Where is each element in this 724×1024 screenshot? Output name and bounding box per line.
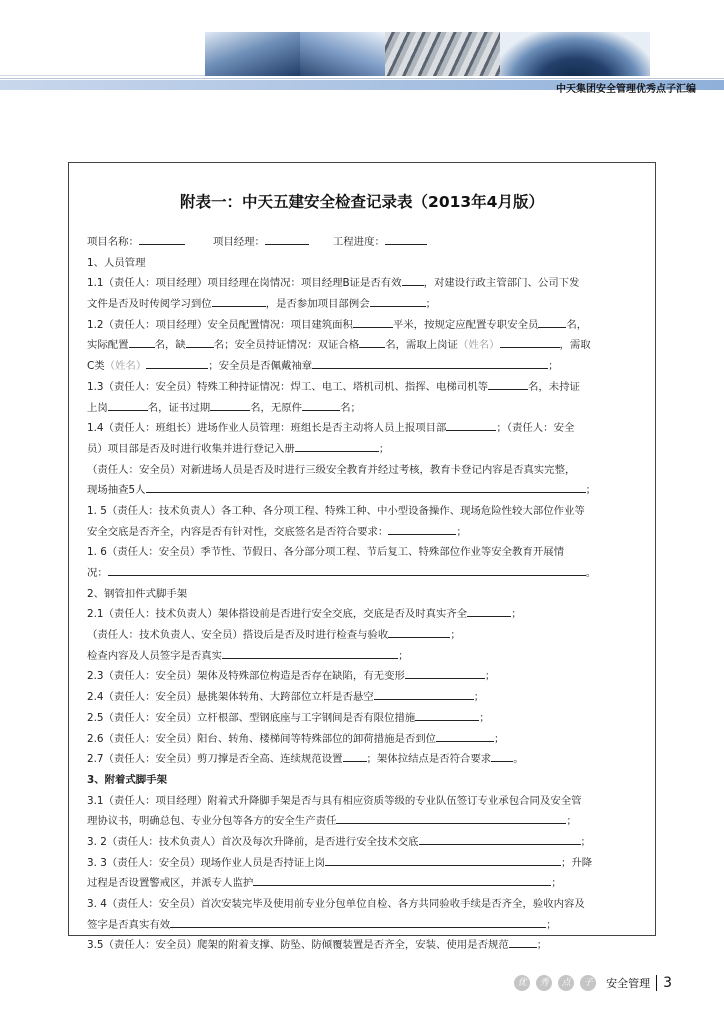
item-2-7: 2.7（责任人：安全员）剪刀撑是否全高、连续规范设置 ；架体拉结点是否符合要求 。 (87, 749, 643, 770)
no-original-field[interactable] (302, 399, 340, 411)
project-manager-field[interactable] (265, 233, 309, 245)
item-3-1-line-1: 3.1（责任人：项目经理）附着式升降脚手架是否与具有相应资质等级的专业队伍签订专业承包合同及安全管 (87, 794, 582, 807)
header-rule (0, 78, 724, 79)
item-1-1-line-1: 1.1（责任人：项目经理）项目经理在岗情况：项目经理B证是否有效 ，对建设行政主管部门、公司下发 (87, 273, 643, 294)
section-heading: 2、钢管扣件式脚手架 (87, 587, 188, 600)
section-heading: 3、附着式脚手架 (87, 773, 167, 786)
armband-field[interactable] (312, 357, 548, 369)
tech-briefing-field[interactable] (419, 833, 581, 845)
item-1-4-line-3: （责任人：安全员）对新进场人员是否及时进行三级安全教育并经过考核，教育卡登记内容是否真实完整， (87, 463, 576, 476)
item-1-2-line-3: C类（姓名） ；安全员是否佩戴袖章 ； (87, 356, 643, 377)
climbing-frame-field[interactable] (509, 936, 537, 948)
post-cert-name-field[interactable] (500, 336, 560, 348)
item-3-4-line-2: 签字是否真实有效 ； (87, 915, 643, 936)
bracing-field[interactable] (343, 750, 367, 762)
acceptance-record-field[interactable] (170, 916, 546, 928)
project-name-field[interactable] (139, 233, 185, 245)
page-footer (514, 975, 672, 991)
footer-section: 安全管理 (606, 977, 651, 990)
team-report-field[interactable] (446, 419, 496, 431)
scaffold-briefing-field[interactable] (467, 605, 511, 617)
c-cert-name-field[interactable] (146, 357, 208, 369)
special-workers-field[interactable] (488, 378, 528, 390)
section-heading: 1、人员管理 (87, 256, 146, 269)
header-photo-building-4 (500, 32, 650, 76)
progress-field[interactable] (385, 233, 427, 245)
item-2-6: 2.6（责任人：安全员）阳台、转角、楼梯间等特殊部位的卸荷措施是否到位 ； (87, 729, 643, 750)
item-1-4-line-4: 现场抽查5人 ； (87, 480, 643, 501)
header-photo-building-2 (300, 32, 385, 76)
limit-field[interactable] (415, 709, 479, 721)
item-2-4: 2.4（责任人：安全员）悬挑架体转角、大跨部位立杆是否悬空 ； (87, 687, 643, 708)
item-2-1-line-3: 检查内容及人员签字是否真实 ； (87, 646, 643, 667)
header-brand: 中天集团安全管理优秀点子汇编 (556, 84, 696, 95)
unloading-field[interactable] (436, 730, 494, 742)
registration-field[interactable] (295, 440, 379, 452)
seal-char-1: 优 (514, 975, 530, 991)
seal-char-3: 点 (558, 975, 574, 991)
project-info-row (87, 232, 643, 253)
missing-officers-field[interactable] (186, 336, 214, 348)
seal-char-2: 秀 (536, 975, 552, 991)
worker-cert-field[interactable] (325, 854, 561, 866)
item-2-3: 2.3（责任人：安全员）架体及特殊部位构造是否存在缺陷，有无变形 ； (87, 666, 643, 687)
item-1-2-line-2: 实际配置 名，缺 名；安全员持证情况：双证合格 名，需取上岗证（姓名） ，需取 (87, 335, 643, 356)
item-3-4-line-1: 3. 4（责任人：安全员）首次安装完毕及使用前专业分包单位自检、各方共同验收手续是否齐全，验收内容及 (87, 898, 585, 910)
area-field[interactable] (353, 316, 393, 328)
progress-label: 工程进度： (332, 236, 385, 248)
header-rule-left (0, 75, 205, 76)
item-2-5: 2.5（责任人：安全员）立杆根部、型钢底座与工字钢间是否有限位措施 ； (87, 708, 643, 729)
item-2-1-line-2: （责任人：技术负责人、安全员）搭设后是否及时进行检查与验收 ； (87, 625, 643, 646)
item-1-6-line-1: 1. 6（责任人：安全员）季节性、节假日、各分部分项工程、节后复工、特殊部位作业等安全教育开展情 (87, 546, 565, 559)
item-1-5-line-1: 1. 5（责任人：技术负责人）各工种、各分项工程、特殊工种、中小型设备操作、现场危险性较大部位作业等 (87, 504, 585, 517)
project-manager-label: 项目经理： (212, 236, 265, 248)
item-3-3-line-1: 3. 3（责任人：安全员）现场作业人员是否持证上岗 ；升降 (87, 853, 643, 874)
header-photo-building-3 (385, 32, 500, 76)
item-1-4-line-1: 1.4（责任人：班组长）进场作业人员管理：班组长是否主动将人员上报项目部 ；（责任人：安全 (87, 418, 643, 439)
spot-check-field[interactable] (146, 481, 586, 493)
tie-point-field[interactable] (491, 750, 513, 762)
footer-divider (656, 975, 657, 991)
actual-officers-field[interactable] (129, 336, 155, 348)
responsibility-field[interactable] (336, 812, 566, 824)
item-3-2: 3. 2（责任人：技术负责人）首次及每次升降前，是否进行安全技术交底 ； (87, 832, 643, 853)
page-number: 3 (663, 975, 672, 991)
form-title: 附表一：中天五建安全检查记录表（2013年4月版） (180, 193, 544, 211)
seal-char-4: 子 (580, 975, 596, 991)
uncertified-field[interactable] (108, 399, 148, 411)
item-1-6-line-2: 况： 。 (87, 563, 643, 584)
signature-check-field[interactable] (222, 647, 398, 659)
required-officers-field[interactable] (538, 316, 566, 328)
project-name-label: 项目名称： (87, 236, 139, 248)
warning-zone-field[interactable] (253, 874, 551, 886)
item-1-3-line-2: 上岗 名，证书过期 名，无原件 名； (87, 398, 643, 419)
expired-field[interactable] (210, 399, 250, 411)
doc-study-field[interactable] (212, 295, 266, 307)
item-1-4-line-2: 员）项目部是否及时进行收集并进行登记入册 ； (87, 439, 643, 460)
item-3-3-line-2: 过程是否设置警戒区，并派专人监护 ； (87, 873, 643, 894)
form-content (87, 232, 643, 956)
acceptance-field[interactable] (388, 626, 450, 638)
meeting-field[interactable] (370, 295, 426, 307)
item-3-1-line-2: 理协议书，明确总包、专业分包等各方的安全生产责任 ； (87, 811, 643, 832)
item-1-3-line-1: 1.3（责任人：安全员）特殊工种持证情况：焊工、电工、塔机司机、指挥、电梯司机等 名，未持证 (87, 377, 643, 398)
dual-cert-field[interactable] (359, 336, 385, 348)
item-1-2-line-1: 1.2（责任人：项目经理）安全员配置情况：项目建筑面积 平米，按规定应配置专职安全员 名， (87, 315, 643, 336)
education-field[interactable] (108, 564, 586, 576)
item-2-1-line-1: 2.1（责任人：技术负责人）架体搭设前是否进行安全交底，交底是否及时真实齐全 ； (87, 604, 643, 625)
item-3-5: 3.5（责任人：安全员）爬架的附着支撑、防坠、防倾覆装置是否齐全，安装、使用是否规范 ； (87, 935, 643, 956)
overhang-field[interactable] (374, 688, 474, 700)
defect-field[interactable] (405, 667, 485, 679)
item-1-5-line-2: 安全交底是否齐全，内容是否有针对性，交底签名是否符合要求： ； (87, 522, 643, 543)
item-1-1-line-2: 文件是否及时传阅学习到位 ，是否参加项目部例会 ； (87, 294, 643, 315)
b-cert-field[interactable] (402, 274, 424, 286)
header-photo-building-1 (205, 32, 300, 76)
briefing-field[interactable] (388, 523, 456, 535)
